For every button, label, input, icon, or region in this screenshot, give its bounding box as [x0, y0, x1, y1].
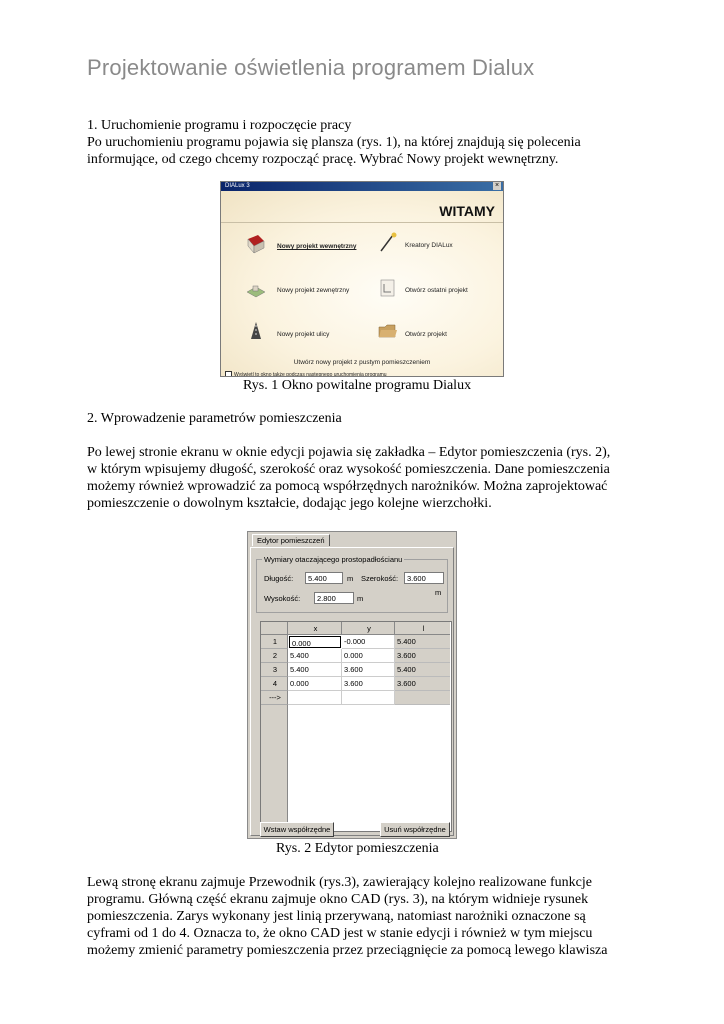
table-cell[interactable]: 5.400	[288, 663, 342, 677]
window-title: DIALux 3	[225, 183, 250, 189]
width-unit: m	[435, 588, 442, 597]
width-label: Szerokość:	[361, 574, 399, 583]
new-external-project-icon	[245, 278, 267, 300]
table-cell[interactable]: 3.600	[342, 663, 395, 677]
section1-heading: 1. Uruchomienie programu i rozpoczęcie pracy	[87, 118, 352, 133]
wizards-link[interactable]: Kreatory DIALux	[405, 242, 453, 249]
delete-coordinates-button[interactable]: Usuń współrzędne	[380, 822, 450, 837]
section2-line-4: pomieszczenie o dowolnym kształcie, dodając jego kolejne wierzchołki.	[87, 496, 492, 511]
section1-line-1: Po uruchomieniu programu pojawia się plansza (rys. 1), na której znajdują się polecenia	[87, 135, 581, 150]
startup-checkbox-label: Wyświetl to okno także podczas następnego uruchomienia programu	[234, 371, 387, 377]
section2-heading: 2. Wprowadzenie parametrów pomieszczenia	[87, 411, 342, 426]
table-cell[interactable]: 0.000	[289, 636, 341, 648]
row-number: 4	[261, 677, 288, 691]
close-icon[interactable]: ×	[494, 182, 500, 189]
window-titlebar	[221, 182, 503, 191]
figure1-caption: Rys. 1 Okno powitalne programu Dialux	[243, 378, 472, 393]
table-cell[interactable]: -0.000	[342, 635, 395, 649]
dimensions-group	[256, 559, 448, 613]
table-cell: 3.600	[395, 677, 450, 691]
table-cell[interactable]	[288, 691, 342, 705]
length-input[interactable]: 5.400	[305, 572, 343, 584]
table-cell: 5.400	[395, 635, 450, 649]
new-internal-project-icon	[245, 233, 267, 255]
dialux-welcome-window	[220, 181, 504, 377]
row-number: 1	[261, 635, 288, 649]
coordinates-table[interactable]	[260, 621, 452, 832]
tab-room-editor[interactable]: Edytor pomieszczeń	[252, 534, 330, 546]
open-last-project-icon	[377, 277, 399, 299]
welcome-content	[221, 191, 503, 376]
new-street-project-icon	[245, 319, 267, 341]
section3-line-1: Lewą stronę ekranu zajmuje Przewodnik (rys.3), zawierający kolejno realizowane funkcje	[87, 875, 592, 890]
section3-line-4: cyframi od 1 do 4. Oznacza to, że okno CAD jest w stanie edycji i również w tym miejscu	[87, 926, 593, 941]
section2-line-2: w którym wpisujemy długość, szerokość oraz wysokość pomieszczenia. Dane pomieszczenia	[87, 462, 610, 477]
open-project-icon	[377, 319, 399, 341]
corner-cell	[261, 622, 288, 635]
table-cell[interactable]: 0.000	[288, 677, 342, 691]
wizards-icon	[377, 231, 399, 253]
new-street-project-link[interactable]: Nowy projekt ulicy	[277, 331, 330, 338]
height-label: Wysokość:	[264, 594, 301, 603]
dimensions-group-label: Wymiary otaczającego prostopadłościanu	[264, 555, 403, 564]
length-label: Długość:	[264, 574, 294, 583]
figure2-caption: Rys. 2 Edytor pomieszczenia	[276, 841, 439, 856]
section3-line-3: pomieszczenia. Zarys wykonany jest linią przerywaną, natomiast narożniki oznaczone są	[87, 909, 586, 924]
table-cell[interactable]: 5.400	[288, 649, 342, 663]
height-unit: m	[357, 594, 364, 603]
new-row-marker: --->	[261, 691, 288, 705]
row-number: 3	[261, 663, 288, 677]
column-header-x: x	[288, 622, 342, 635]
section1-line-2: informujące, od czego chcemy rozpocząć pracę. Wybrać Nowy projekt wewnętrzny.	[87, 152, 559, 167]
section3-line-5: możemy zmienić parametry pomieszczenia przez przeciągnięcie za pomocą lewego klawisza	[87, 943, 608, 958]
page-title: Projektowanie oświetlenia programem Dialux	[87, 55, 535, 80]
divider	[221, 222, 503, 223]
new-internal-project-link[interactable]: Nowy projekt wewnętrzny	[277, 243, 357, 250]
startup-checkbox[interactable]	[225, 371, 232, 377]
table-cell[interactable]	[342, 691, 395, 705]
column-header-y: y	[342, 622, 395, 635]
height-input[interactable]: 2.800	[314, 592, 354, 604]
width-input[interactable]: 3.600	[404, 572, 444, 584]
table-cell: 5.400	[395, 663, 450, 677]
room-editor-window	[247, 531, 457, 839]
open-project-link[interactable]: Otwórz projekt	[405, 331, 447, 338]
row-header-gutter	[261, 705, 288, 830]
table-cell: 3.600	[395, 649, 450, 663]
section2-line-1: Po lewej stronie ekranu w oknie edycji pojawia się zakładka – Edytor pomieszczenia (rys. 2),	[87, 445, 611, 460]
open-last-project-link[interactable]: Otwórz ostatni projekt	[405, 287, 468, 294]
table-cell[interactable]: 3.600	[342, 677, 395, 691]
section3-line-2: programu. Główną część ekranu zajmuje okno CAD (rys. 3), na którym widnieje rysunek	[87, 892, 589, 907]
new-external-project-link[interactable]: Nowy projekt zewnętrzny	[277, 287, 350, 294]
section2-line-3: możemy również wprowadzić za pomocą współrzędnych narożników. Można zaprojektować	[87, 479, 608, 494]
welcome-heading: WITAMY	[439, 203, 495, 219]
table-cell	[395, 691, 450, 705]
column-header-l: l	[395, 622, 450, 635]
insert-coordinates-button[interactable]: Wstaw współrzędne	[260, 822, 334, 837]
length-unit: m	[347, 574, 354, 583]
table-cell[interactable]: 0.000	[342, 649, 395, 663]
row-number: 2	[261, 649, 288, 663]
status-text: Utwórz nowy projekt z pustym pomieszczeniem	[293, 359, 431, 366]
